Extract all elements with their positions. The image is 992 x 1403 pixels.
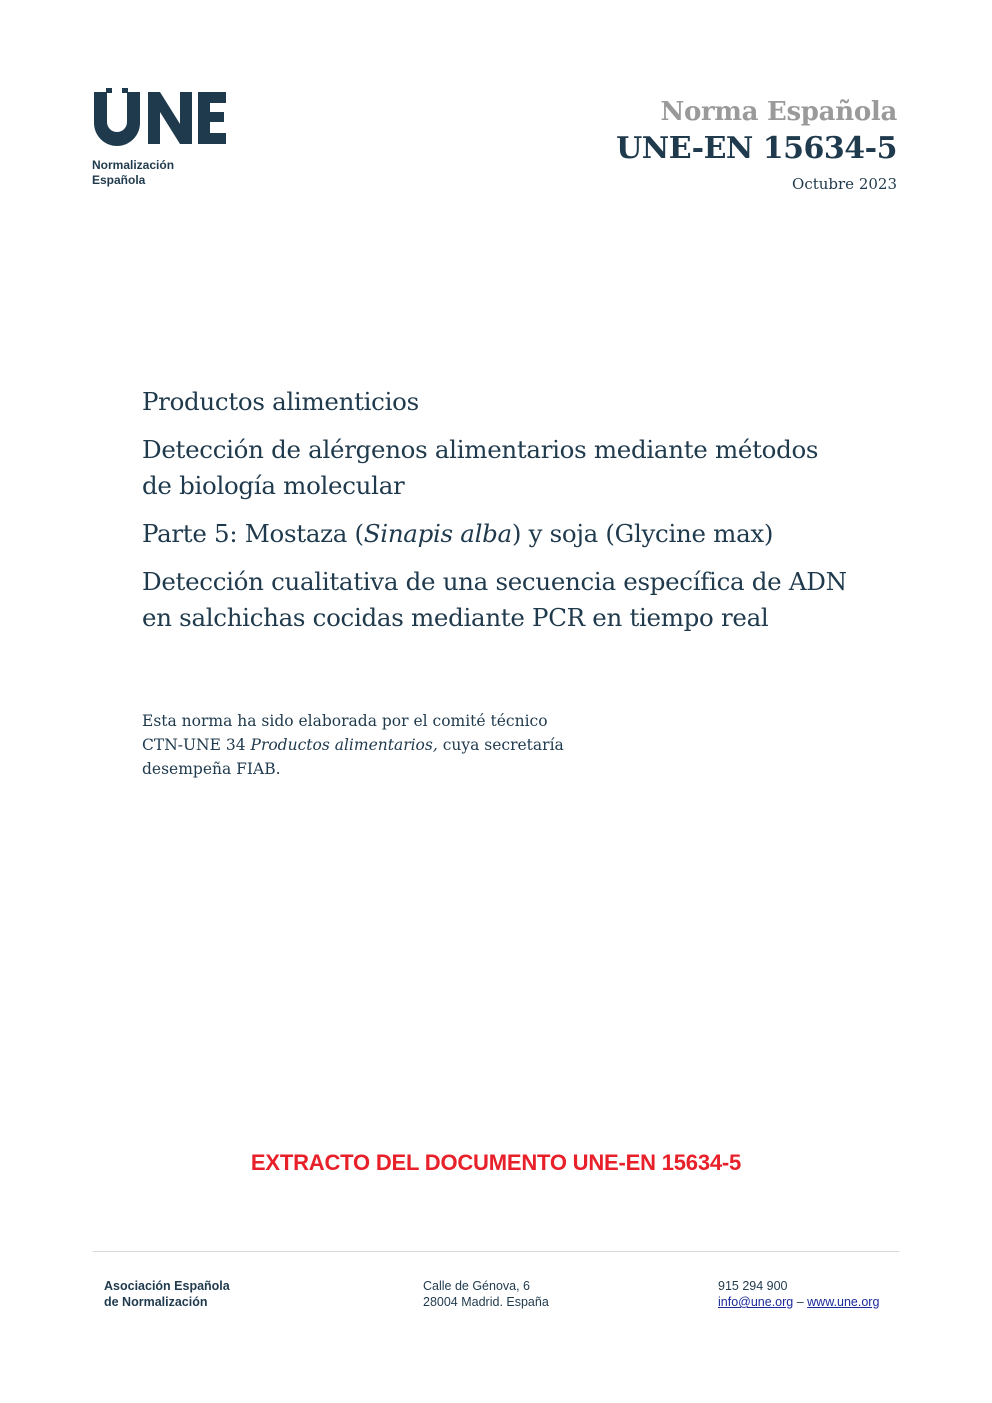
title-line-2b: de biología molecular	[142, 471, 405, 500]
une-logo	[92, 88, 242, 188]
footer-organization	[104, 1278, 230, 1310]
title-line-1: Productos alimenticios	[142, 387, 419, 416]
title-part	[142, 516, 882, 552]
footer-phone: 915 294 900	[718, 1279, 788, 1293]
email-link[interactable]: info@une.org	[718, 1295, 794, 1309]
footer-address	[423, 1278, 549, 1310]
footer-address-line2: 28004 Madrid. España	[423, 1295, 549, 1309]
title-line-4b: en salchichas cocidas mediante PCR en tiempo real	[142, 603, 769, 632]
committee-line-3: desempeña FIAB.	[142, 760, 281, 778]
footer-links	[718, 1294, 879, 1310]
footer-org-line1: Asociación Española	[104, 1279, 230, 1293]
footer-separator: –	[793, 1295, 808, 1309]
footer-divider	[93, 1251, 899, 1252]
logo-subtitle	[92, 158, 242, 188]
title-line-2	[142, 432, 882, 504]
une-wordmark-logo	[92, 88, 228, 146]
title-line-4a: Detección cualitativa de una secuencia específica de ADN	[142, 567, 847, 596]
website-link[interactable]: www.une.org	[807, 1295, 880, 1309]
logo-subtitle-line1: Normalización	[92, 158, 175, 172]
title-line-2a: Detección de alérgenos alimentarios mediante métodos	[142, 435, 819, 464]
publication-date: Octubre 2023	[792, 175, 897, 193]
document-title	[142, 384, 882, 648]
title-part-species: Sinapis alba	[363, 519, 512, 548]
logo-subtitle-line2: Española	[92, 173, 146, 187]
standard-code: UNE-EN 15634-5	[616, 131, 897, 166]
committee-code: CTN-UNE 34	[142, 736, 251, 754]
standard-header	[616, 96, 897, 194]
committee-note	[142, 709, 622, 781]
committee-line-2	[142, 733, 622, 757]
footer-address-line1: Calle de Génova, 6	[423, 1279, 531, 1293]
title-part-prefix: Parte 5: Mostaza (	[142, 519, 364, 548]
extract-notice: EXTRACTO DEL DOCUMENTO UNE-EN 15634-5	[250, 1150, 742, 1175]
committee-line-2-suffix: cuya secretaría	[437, 736, 564, 754]
title-line-4	[142, 564, 882, 636]
committee-name: Productos alimentarios,	[250, 736, 438, 754]
committee-line-1: Esta norma ha sido elaborada por el comité técnico	[142, 712, 548, 730]
footer-contact	[718, 1278, 879, 1310]
title-part-suffix: ) y soja (Glycine max)	[511, 519, 774, 548]
footer-org-line2: de Normalización	[104, 1295, 208, 1309]
standard-type-label: Norma Española	[660, 97, 897, 127]
